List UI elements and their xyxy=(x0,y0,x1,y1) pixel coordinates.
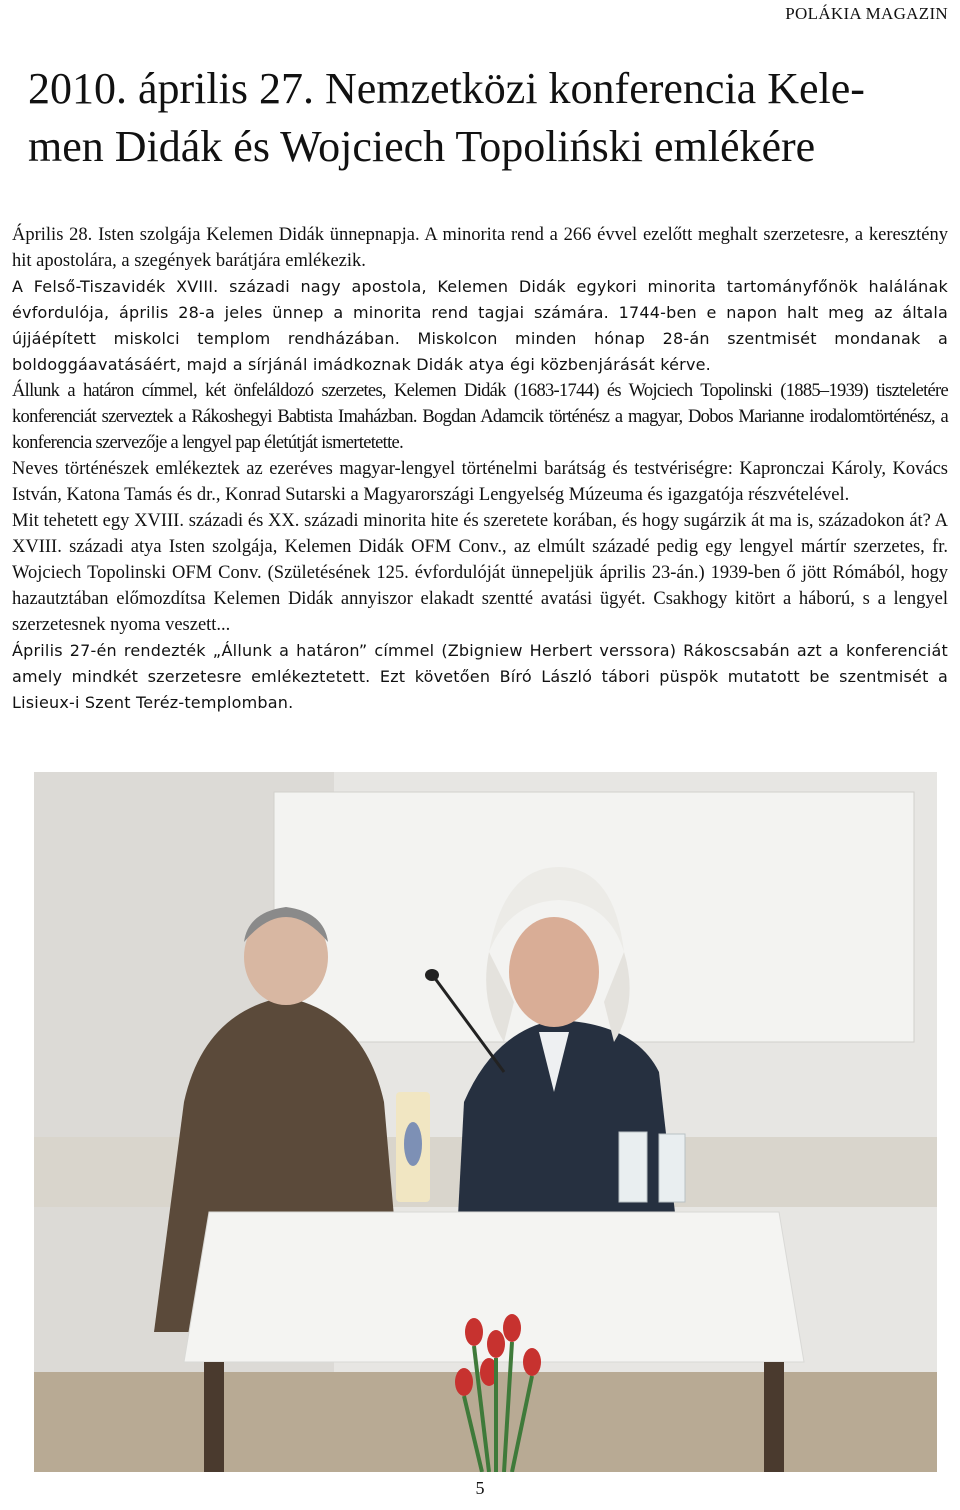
paragraph-4: Neves történészek emlékeztek az ezeréves magyar-lengyel történelmi barátság és testvériségre: Kapronczai Károly, Kovács István, Katona Tamás és dr., Konrad Sutarski a Magyarországi Lengyelség Múzeuma és igazgatója részvételével. xyxy=(12,459,948,505)
magazine-name: POLÁKIA MAGAZIN xyxy=(785,4,948,23)
article-body xyxy=(12,222,948,716)
paragraph-6: Április 27-én rendezték „Állunk a határon” címmel (Zbigniew Herbert verssora) Rákoscsabán azt a konferenciát amely mindkét szerzetesre emlékeztetett. Ezt követően Bíró László tábori püspök mutatott be szentmisét a Lisieux-i Szent Teréz-templomban. xyxy=(12,641,948,712)
page-number: 5 xyxy=(475,1478,485,1498)
article-title xyxy=(28,60,938,176)
title-line-1: 2010. április 27. Nemzetközi konferencia Kele- xyxy=(28,64,865,113)
conference-photo xyxy=(34,772,937,1472)
paragraph-1: Április 28. Isten szolgája Kelemen Didák ünnepnapja. A minorita rend a 266 évvel ezelőtt meghalt szerzetesre, a keresztény hit apostolára, a szegények barátjára emlékezik. xyxy=(12,225,948,271)
conference-photo-illustration xyxy=(34,772,937,1472)
paragraph-5: Mit tehetett egy XVIII. századi és XX. századi minorita hite és szeretete korában, és hogy sugárzik át ma is, századokon át? A XVIII. századi atya Isten szolgája, Kelemen Didák OFM Conv., az elmúlt századé pedig egy lengyel mártír szerzetes, fr. Wojciech Topolinski OFM Conv. (Születésének 125. évfordulóját ünnepeljük április 23-án.) 1939-ben ő jött Rómából, hogy hazautztában előmozdítsa Kelemen Didák annyiszor elakadt szentté avatási ügyét. Csakhogy kitört a háború, s a lengyel szerzetesnek nyoma veszett... xyxy=(12,511,948,635)
paragraph-3: Állunk a határon címmel, két önfeláldozó szerzetes, Kelemen Didák (1683-1744) és Wojciech Topolinski (1885–1939) tiszteletére konferenciát szerveztek a Rákoshegyi Babtista Imaházban. Bogdan Adamcik történész a magyar, Dobos Marianne irodalomtörténész, a konferencia szervezője a lengyel pap életútját ismertetette. xyxy=(12,381,948,453)
title-line-2: men Didák és Wojciech Topoliński emlékére xyxy=(28,122,816,171)
paragraph-2: A Felső-Tiszavidék XVIII. századi nagy apostola, Kelemen Didák egykori minorita tartományfőnök halálának évfordulója, április 28-a jeles ünnep a minorita rend tagjai számára. 1744-ben e napon halt meg az általa újjáépített miskolci templom rendházában. Miskolcon minden hónap 28-án szentmisét mondanak a boldoggáavatásáért, majd a sírjánál imádkoznak Didák atya égi közbenjárását kérve. xyxy=(12,277,948,374)
